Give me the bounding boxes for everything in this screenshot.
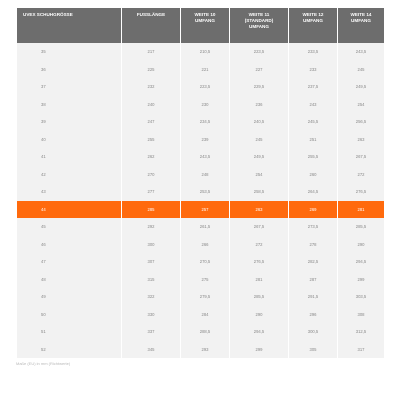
table-cell: 230 — [181, 96, 229, 114]
table-cell: 229,5 — [230, 78, 288, 96]
table-row — [17, 253, 384, 271]
table-cell: 292 — [122, 218, 180, 236]
table-cell: 243 — [289, 96, 337, 114]
table-cell: 282,5 — [289, 253, 337, 271]
table-row — [17, 148, 384, 166]
table-cell: 299 — [338, 271, 384, 289]
table-cell: 290 — [230, 306, 288, 324]
table-cell: 315 — [122, 271, 180, 289]
table-cell: 247 — [122, 113, 180, 131]
table-row — [17, 306, 384, 324]
header-foot-length: FUSSLÄNGE — [122, 8, 180, 43]
table-cell: 245 — [230, 131, 288, 149]
table-cell: 264,5 — [289, 183, 337, 201]
table-cell: 50 — [17, 306, 121, 324]
table-cell: 45 — [17, 218, 121, 236]
table-cell: 307 — [122, 253, 180, 271]
table-cell: 221 — [181, 61, 229, 79]
table-cell: 279,5 — [181, 288, 229, 306]
table-cell: 294,5 — [230, 323, 288, 341]
table-cell: 281 — [230, 271, 288, 289]
table-cell: 285,5 — [230, 288, 288, 306]
table-cell: 249,5 — [230, 148, 288, 166]
table-row — [17, 78, 384, 96]
table-cell: 232 — [122, 78, 180, 96]
table-cell: 303,5 — [338, 288, 384, 306]
table-cell: 240,5 — [230, 113, 288, 131]
table-cell: 263 — [230, 201, 288, 219]
table-cell: 330 — [122, 306, 180, 324]
table-row — [17, 113, 384, 131]
header-row — [17, 8, 384, 43]
table-row — [17, 323, 384, 341]
table-body — [17, 43, 384, 358]
table-header — [17, 8, 384, 43]
table-cell: 276,5 — [230, 253, 288, 271]
header-width-14: WEITE 14 UMFANG — [338, 8, 384, 43]
table-row — [17, 218, 384, 236]
table-cell: 37 — [17, 78, 121, 96]
table-cell: 293 — [181, 341, 229, 359]
table-cell: 249,5 — [338, 78, 384, 96]
table-cell: 308 — [338, 306, 384, 324]
table-cell: 257 — [181, 201, 229, 219]
table-row — [17, 271, 384, 289]
table-cell: 284 — [181, 306, 229, 324]
table-cell: 278 — [289, 236, 337, 254]
table-cell: 223,5 — [230, 43, 288, 61]
table-cell: 43 — [17, 183, 121, 201]
table-cell: 210,5 — [181, 43, 229, 61]
table-cell: 237,5 — [289, 78, 337, 96]
table-row — [17, 166, 384, 184]
table-cell: 288,5 — [181, 323, 229, 341]
table-cell: 287 — [289, 271, 337, 289]
table-cell: 273,5 — [289, 218, 337, 236]
table-cell: 296 — [289, 306, 337, 324]
table-cell: 262 — [122, 148, 180, 166]
header-width-11: WEITE 11 (STANDARD) UMFANG — [230, 8, 288, 43]
table-cell: 49 — [17, 288, 121, 306]
table-cell: 236 — [230, 96, 288, 114]
table-cell: 35 — [17, 43, 121, 61]
header-shoe-size: UVEX SCHUHGRÖSSE — [17, 8, 121, 43]
table-cell: 48 — [17, 271, 121, 289]
table-cell: 254 — [338, 96, 384, 114]
table-cell: 261,5 — [181, 218, 229, 236]
table-cell: 275 — [181, 271, 229, 289]
table-cell: 270,5 — [181, 253, 229, 271]
table-cell: 267,5 — [230, 218, 288, 236]
table-cell: 285 — [122, 201, 180, 219]
size-chart — [16, 8, 384, 366]
table-cell: 223,5 — [181, 78, 229, 96]
table-row — [17, 61, 384, 79]
table-cell: 337 — [122, 323, 180, 341]
table-cell: 258,5 — [230, 183, 288, 201]
table-cell: 256,5 — [338, 113, 384, 131]
table-cell: 243,5 — [338, 43, 384, 61]
table-cell: 42 — [17, 166, 121, 184]
table-cell: 300 — [122, 236, 180, 254]
table-cell: 269 — [289, 201, 337, 219]
table-cell: 234,5 — [181, 113, 229, 131]
table-row — [17, 288, 384, 306]
table-cell: 255,5 — [289, 148, 337, 166]
table-row — [17, 131, 384, 149]
header-width-12: WEITE 12 UMFANG — [289, 8, 337, 43]
table-cell: 254 — [230, 166, 288, 184]
table-cell: 40 — [17, 131, 121, 149]
table-cell: 255 — [122, 131, 180, 149]
table-cell: 239 — [181, 131, 229, 149]
table-cell: 245 — [338, 61, 384, 79]
table-row — [17, 236, 384, 254]
table-cell: 233,5 — [289, 43, 337, 61]
table-cell: 277 — [122, 183, 180, 201]
table-cell: 300,5 — [289, 323, 337, 341]
table-cell: 46 — [17, 236, 121, 254]
table-row — [17, 96, 384, 114]
table-cell: 263 — [338, 131, 384, 149]
table-cell: 317 — [338, 341, 384, 359]
table-cell: 305 — [289, 341, 337, 359]
table-row — [17, 341, 384, 359]
table-cell: 245,5 — [289, 113, 337, 131]
table-cell: 285,5 — [338, 218, 384, 236]
table-cell: 270 — [122, 166, 180, 184]
table-cell: 217 — [122, 43, 180, 61]
table-cell: 253,5 — [181, 183, 229, 201]
table-cell: 233 — [289, 61, 337, 79]
table-cell: 290 — [338, 236, 384, 254]
table-cell: 251 — [289, 131, 337, 149]
table-cell: 41 — [17, 148, 121, 166]
table-cell: 267,5 — [338, 148, 384, 166]
table-cell: 294,5 — [338, 253, 384, 271]
table-cell: 47 — [17, 253, 121, 271]
table-cell: 51 — [17, 323, 121, 341]
table-cell: 322 — [122, 288, 180, 306]
table-cell: 299 — [230, 341, 288, 359]
table-row — [17, 201, 384, 219]
table-cell: 281 — [338, 201, 384, 219]
table-cell: 312,5 — [338, 323, 384, 341]
table-cell: 227 — [230, 61, 288, 79]
table-cell: 38 — [17, 96, 121, 114]
table-cell: 260 — [289, 166, 337, 184]
table-cell: 240 — [122, 96, 180, 114]
table-cell: 276,5 — [338, 183, 384, 201]
table-row — [17, 43, 384, 61]
header-width-10: WEITE 10 UMFANG — [181, 8, 229, 43]
table-cell: 345 — [122, 341, 180, 359]
table-cell: 36 — [17, 61, 121, 79]
table-cell: 225 — [122, 61, 180, 79]
table-row — [17, 183, 384, 201]
size-table — [16, 8, 385, 358]
table-cell: 243,5 — [181, 148, 229, 166]
table-cell: 248 — [181, 166, 229, 184]
footnote: Maße (EU) in mm (Richtwerte) — [16, 361, 71, 366]
table-cell: 272 — [230, 236, 288, 254]
table-cell: 272 — [338, 166, 384, 184]
table-cell: 39 — [17, 113, 121, 131]
table-cell: 266 — [181, 236, 229, 254]
table-cell: 52 — [17, 341, 121, 359]
table-cell: 44 — [17, 201, 121, 219]
table-cell: 291,5 — [289, 288, 337, 306]
